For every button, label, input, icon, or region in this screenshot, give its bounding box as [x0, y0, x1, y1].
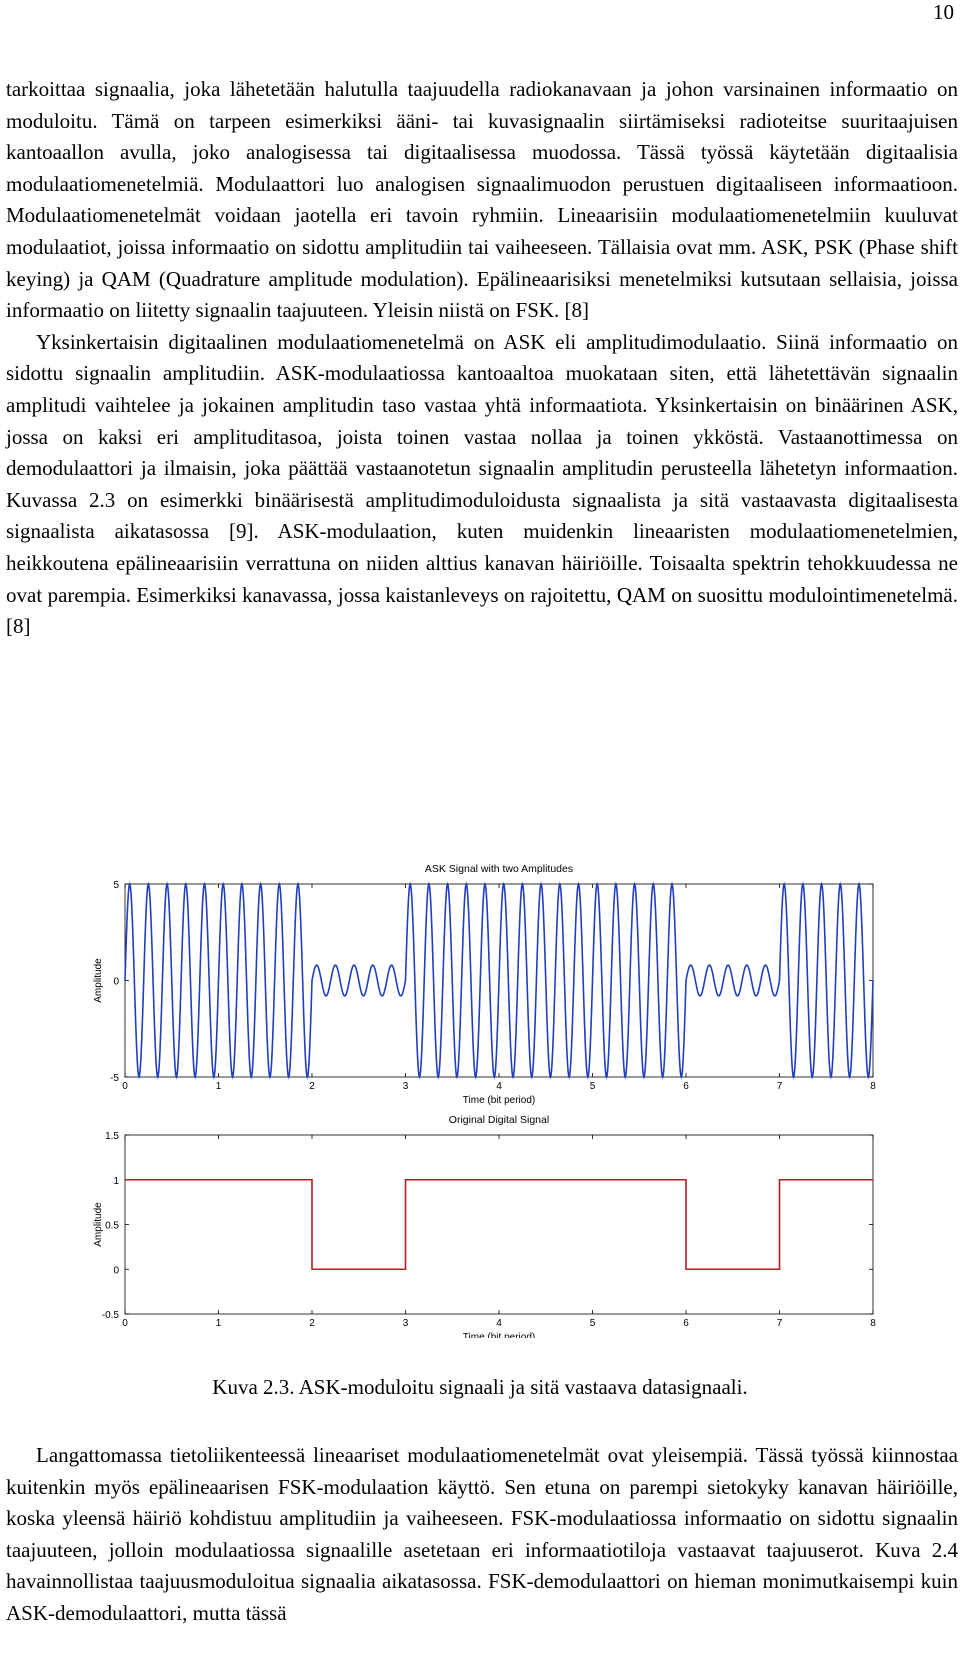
- x-tick-label: 8: [870, 1318, 876, 1329]
- figure-ask-signal: [0, 838, 960, 1343]
- y-tick-label: 0.5: [105, 1220, 119, 1232]
- x-tick-label: 1: [215, 1081, 222, 1092]
- x-tick-label: 4: [496, 1081, 502, 1092]
- x-tick-label: 1: [215, 1318, 222, 1329]
- x-tick-label: 7: [776, 1081, 783, 1092]
- x-tick-label: 5: [589, 1318, 596, 1329]
- y-tick-label: -5: [110, 1073, 119, 1084]
- body-text-bottom: [6, 1440, 958, 1630]
- y-tick-label: 5: [113, 880, 119, 891]
- page-number: 10: [933, 0, 954, 24]
- y-axis-label: Amplitude: [93, 958, 104, 1003]
- y-tick-label: 0: [113, 1265, 119, 1277]
- x-tick-label: 0: [122, 1081, 128, 1092]
- x-tick-label: 4: [496, 1318, 502, 1329]
- series-line: [125, 1180, 873, 1270]
- x-tick-label: 6: [683, 1081, 689, 1092]
- paragraph: tarkoittaa signaalia, joka lähetetään halutulla taajuudella radiokanavaan ja johon varsinainen informaatio on moduloitu. Tämä on tarpeen esimerkiksi ääni- tai kuvasignaalin siirtämiseksi radioteitse suuritaajuisen kantoaallon avulla, joko analogisessa tai digitaalisessa muodossa. Tässä työssä käytetään digitaalisia modulaatiomenetelmiä. Modulaattori luo analogisen signaalimuodon perustuen digitaaliseen informaatioon. Modulaatiomenetelmät voidaan jaotella eri tavoin ryhmiin. Lineaarisiin modulaatiomenetelmiin kuuluvat modulaatiot, joissa informaatio on sidottu amplitudiin tai vaiheeseen. Tällaisia ovat mm. ASK, PSK (Phase shift keying) ja QAM (Quadrature amplitude modulation). Epälineaarisiksi menetelmiksi kutsutaan sellaisia, joissa informaatio on liitetty signaalin taajuuteen. Yleisin niistä on FSK. [8]: [6, 77, 958, 323]
- y-tick-label: 1: [113, 1175, 119, 1187]
- chart-title: ASK Signal with two Amplitudes: [424, 863, 574, 875]
- y-tick-label: 0: [113, 976, 119, 988]
- x-tick-label: 7: [776, 1318, 783, 1329]
- x-axis-label: Time (bit period): [462, 1095, 536, 1106]
- x-axis-label: Time (bit period): [462, 1332, 536, 1338]
- x-tick-label: 8: [870, 1081, 876, 1092]
- y-tick-label: 1.5: [105, 1131, 119, 1142]
- series-line: [125, 884, 873, 1077]
- figure-caption: Kuva 2.3. ASK-moduloitu signaali ja sitä vastaava datasignaali.: [212, 1375, 748, 1399]
- ask-signal-chart: [0, 838, 960, 1338]
- y-tick-label: -0.5: [101, 1310, 119, 1321]
- y-axis-label: Amplitude: [93, 1202, 104, 1247]
- x-tick-label: 3: [402, 1318, 409, 1329]
- x-tick-label: 3: [402, 1081, 409, 1092]
- x-tick-label: 5: [589, 1081, 596, 1092]
- x-tick-label: 0: [122, 1318, 128, 1329]
- x-tick-label: 6: [683, 1318, 689, 1329]
- body-text-top: [6, 74, 958, 643]
- paragraph: Yksinkertaisin digitaalinen modulaatiomenetelmä on ASK eli amplitudimodulaatio. Siinä informaatio on sidottu signaalin amplitudiin. ASK-modulaatiossa kantoaaltoa muokataan siten, että lähetettävän signaalin amplitudi vaihtelee ja jokainen amplitudin taso vastaa yhtä informaatiota. Yksinkertaisin on binäärinen ASK, jossa on kaksi eri amplituditasoa, joista toinen vastaa nollaa ja toinen ykköstä. Vastaanottimessa on demodulaattori ja ilmaisin, joka päättää vastaanotetun signaalin amplitudin perusteella lähetetyn informaation. Kuvassa 2.3 on esimerkki binäärisestä amplitudimoduloidusta signaalista ja sitä vastaavasta digitaalisesta signaalista aikatasossa [9]. ASK-modulaation, kuten muidenkin lineaaristen modulaatiomenetelmien, heikkoutena epälineaarisiin verrattuna on niiden alttius kanavan häiriöille. Toisaalta spektrin tehokkuudessa ne ovat parempia. Esimerkiksi kanavassa, jossa kaistanleveys on rajoitettu, QAM on suosittu modulointimenetelmä. [8]: [6, 329, 958, 639]
- chart-title: Original Digital Signal: [448, 1114, 550, 1126]
- x-tick-label: 2: [309, 1081, 315, 1092]
- x-tick-label: 2: [309, 1318, 315, 1329]
- plot-frame: [125, 1135, 873, 1314]
- paragraph: Langattomassa tietoliikenteessä lineaariset modulaatiomenetelmät ovat yleisempiä. Tässä työssä kiinnostaa kuitenkin myös epälineaarisen FSK-modulaation käyttö. Sen etuna on parempi sietokyky kanavan häiriöille, koska yleensä häiriö kohdistuu amplitudiin ja vaiheeseen. FSK-modulaatiossa informaatio on sidottu signaalin taajuuteen, jolloin modulaatiossa signaalille asetetaan eri informaatiotiloja vastaavat taajuuserot. Kuva 2.4 havainnollistaa taajuusmoduloitua signaalia aikatasossa. FSK-demodulaattori on hieman monimutkaisempi kuin ASK-demodulaattori, mutta tässä: [6, 1443, 958, 1625]
